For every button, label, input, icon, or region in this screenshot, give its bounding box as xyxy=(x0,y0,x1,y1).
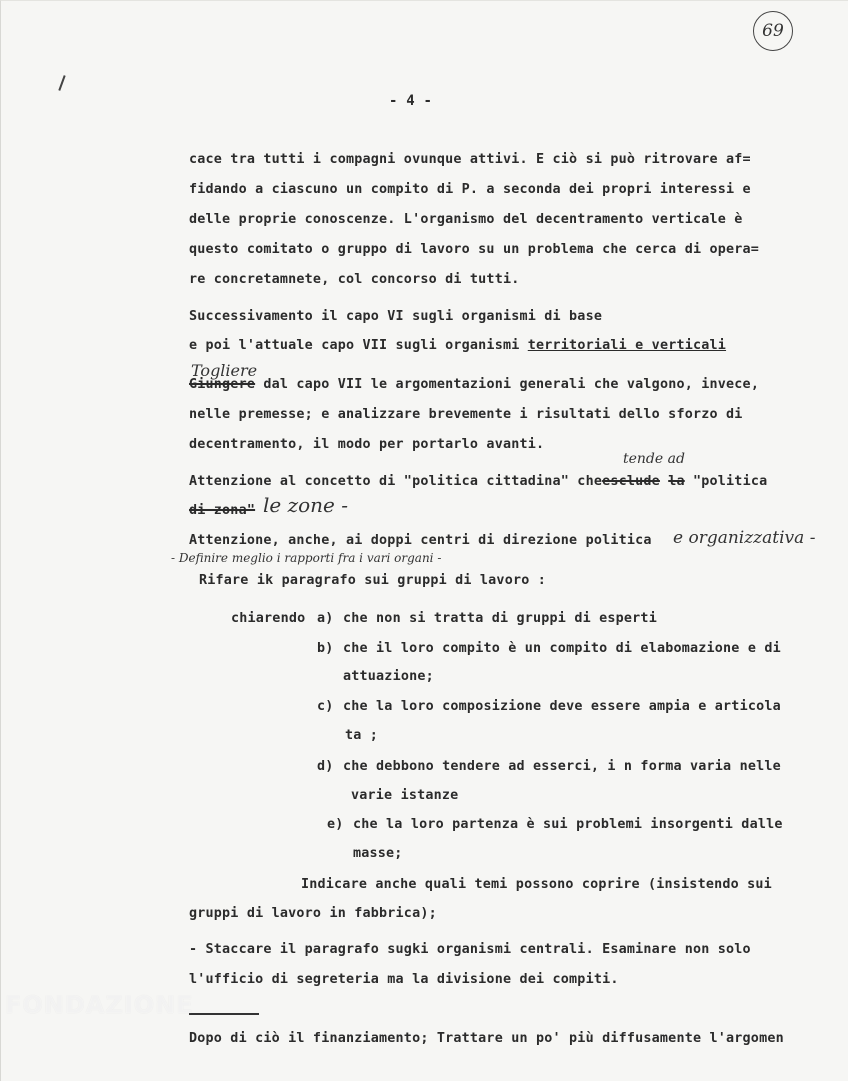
archive-number: 69 xyxy=(753,11,793,51)
text-line: questo comitato o gruppo di lavoro su un problema che cerca di opera= xyxy=(189,242,760,257)
text-line: cace tra tutti i compagni ovunque attivi. E ciò si può ritrovare af= xyxy=(189,152,751,167)
text-line: fidando a ciascuno un compito di P. a seconda dei propri interessi e xyxy=(189,182,751,197)
text-line: Indicare anche quali temi possono coprire (insistendo sui xyxy=(301,877,772,892)
page-number: - 4 - xyxy=(389,93,433,109)
watermark: FONDAZIONE xyxy=(5,991,194,1019)
handwritten-insertion: le zone - xyxy=(263,493,348,517)
list-item-text: ta ; xyxy=(345,728,379,743)
pen-mark xyxy=(58,75,65,91)
text-line: Successivamento il capo VI sugli organismi di base xyxy=(189,309,603,324)
text-line: Attenzione al concetto di "politica cittadina" cheesclude la "politica xyxy=(189,474,768,489)
text-line: gruppi di lavoro in fabbrica); xyxy=(189,906,437,921)
list-marker: c) xyxy=(317,699,334,714)
handwritten-note: - Definire meglio i rapporti fra i vari organi - xyxy=(171,551,442,565)
list-intro: chiarendo xyxy=(231,611,306,626)
struck-word: la xyxy=(668,474,685,489)
underlined-phrase: territoriali e verticali xyxy=(527,338,727,353)
list-item-text: che non si tratta di gruppi di esperti xyxy=(343,611,657,626)
separator-rule xyxy=(189,1013,259,1015)
list-item-text: masse; xyxy=(353,846,403,861)
text-line: Dopo di ciò il finanziamento; Trattare un po' più diffusamente l'argomen xyxy=(189,1031,784,1046)
list-item-text: che il loro compito è un compito di elabomazione e di xyxy=(343,641,781,656)
text-line: nelle premesse; e analizzare brevemente i risultati dello sforzo di xyxy=(189,407,743,422)
text-line: - Staccare il paragrafo sugki organismi centrali. Esaminare non solo xyxy=(189,942,751,957)
list-marker: b) xyxy=(317,641,334,656)
list-item-text: attuazione; xyxy=(343,669,434,684)
text-line: re concretamnete, col concorso di tutti. xyxy=(189,272,520,287)
text-line: Rifare ik paragrafo sui gruppi di lavoro : xyxy=(199,573,546,588)
text-line: decentramento, il modo per portarlo avanti. xyxy=(189,437,545,452)
text-line: Attenzione, anche, ai doppi centri di direzione politica xyxy=(189,533,652,548)
text-line: delle proprie conoscenze. L'organismo del decentramento verticale è xyxy=(189,212,743,227)
list-marker: d) xyxy=(317,759,334,774)
list-marker: e) xyxy=(327,817,344,832)
text-line: l'ufficio di segreteria ma la divisione dei compiti. xyxy=(189,972,619,987)
handwritten-correction: Togliere xyxy=(191,361,258,380)
struck-word: Giungere xyxy=(189,377,256,392)
list-item-text: che la loro composizione deve essere ampia e articola xyxy=(343,699,781,714)
list-item-text: che debbono tendere ad esserci, i n forma varia nelle xyxy=(343,759,781,774)
text-line: Giungere dal capo VII le argomentazioni generali che valgono, invece, xyxy=(189,377,760,392)
text-line xyxy=(189,503,255,518)
list-item-text: varie istanze xyxy=(351,788,459,803)
handwritten-insertion: e organizzativa - xyxy=(673,528,816,548)
text-line: e poi l'attuale capo VII sugli organismi territoriali e verticali xyxy=(189,338,727,353)
struck-word: di zona" xyxy=(189,503,256,518)
list-item-text: che la loro partenza è sui problemi insorgenti dalle xyxy=(353,817,783,832)
handwritten-insertion: tende ad xyxy=(623,451,685,467)
list-marker: a) xyxy=(317,611,334,626)
struck-word: esclude xyxy=(602,474,660,489)
